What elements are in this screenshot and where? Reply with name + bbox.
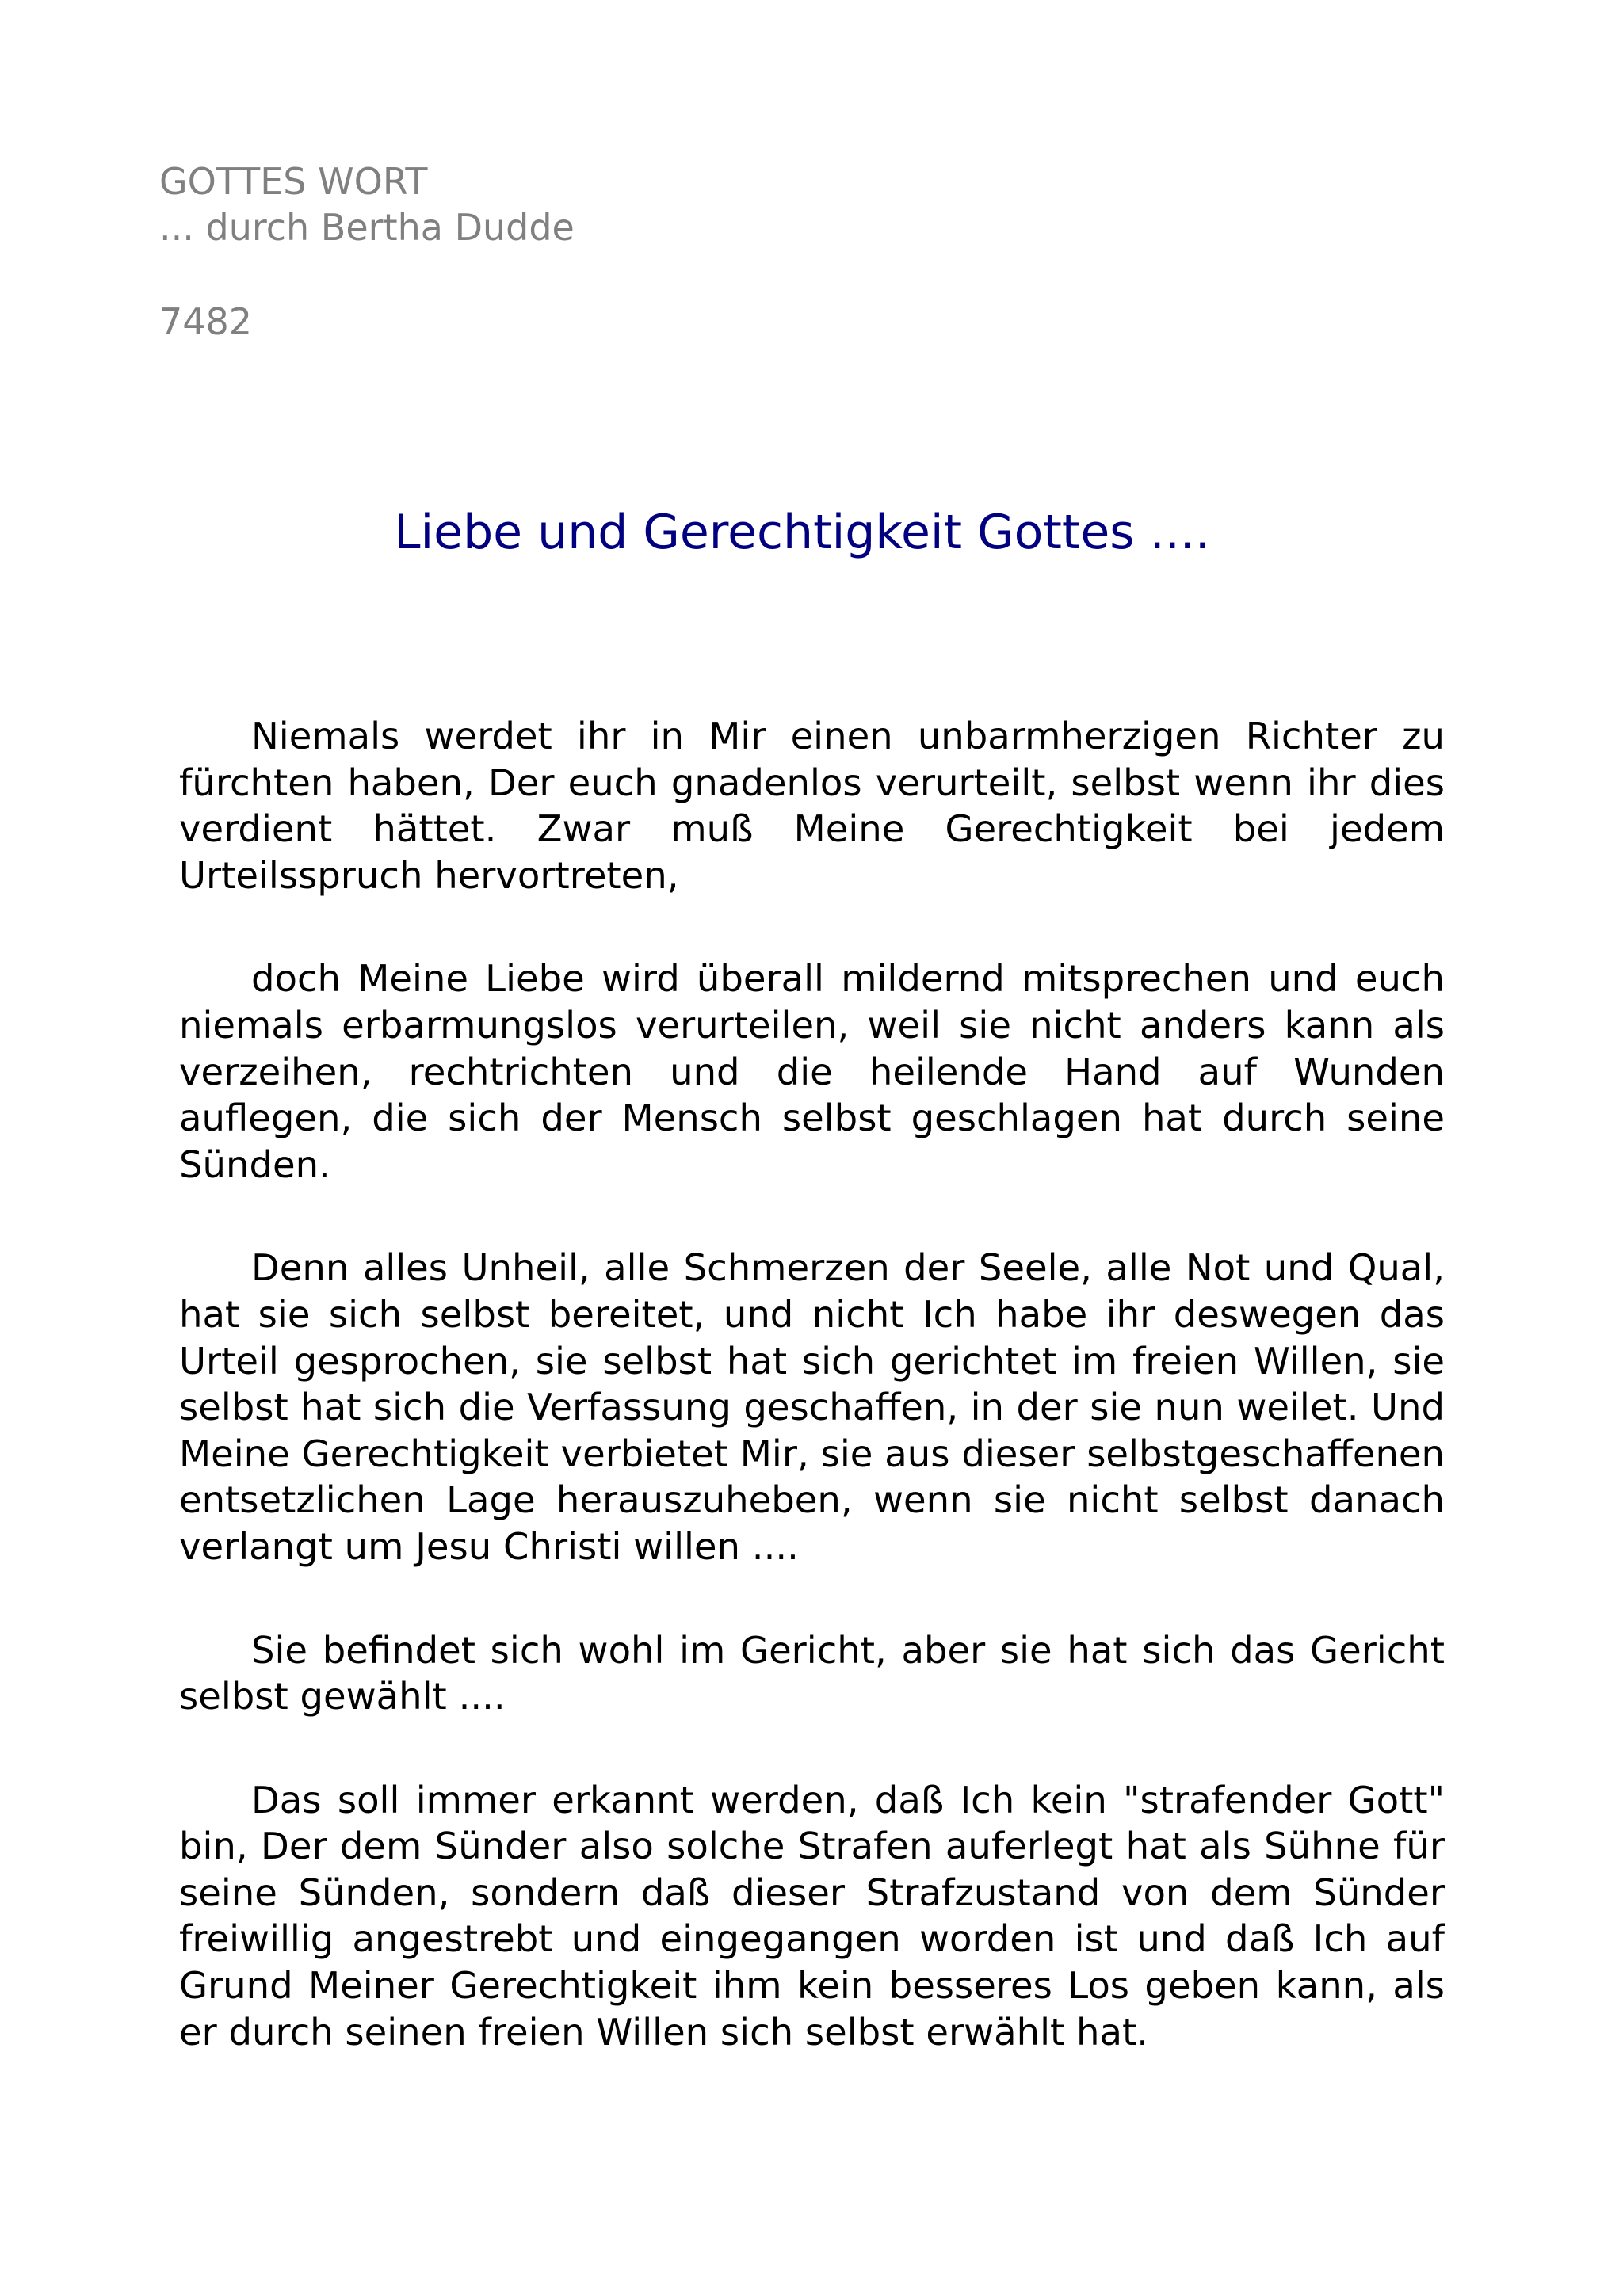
series-title: GOTTES WORT <box>159 160 428 203</box>
paragraph: Das soll immer erkannt werden, daß Ich kein "strafender Gott" bin, Der dem Sünder also solche Strafen auferlegt hat als Sühne für seine Sünden, sondern daß dieser Strafzustand von dem Sünder freiwillig angestrebt und eingegangen worden ist und daß Ich auf Grund Meiner Gerechtigkeit ihm kein besseres Los geben kann, als er durch seinen freien Willen sich selbst erwählt hat. <box>179 1778 1445 2054</box>
paragraph: Niemals werdet ihr in Mir einen unbarmherzigen Richter zu fürchten haben, Der euch gnadenlos verurteilt, selbst wenn ihr dies verdient hättet. Zwar muß Meine Gerechtigkeit bei jedem Urteilsspruch hervortreten, <box>179 715 1445 897</box>
page-title: Liebe und Gerechtigkeit Gottes .... <box>394 505 1210 560</box>
paragraph: doch Meine Liebe wird überall mildernd mitsprechen und euch niemals erbarmungslos verurteilen, weil sie nicht anders kann als verzeihen, rechtrichten und die heilende Hand auf Wunden auflegen, die sich der Mensch selbst geschlagen hat durch seine Sünden. <box>179 957 1445 1186</box>
paragraph: Sie befindet sich wohl im Gericht, aber sie hat sich das Gericht selbst gewählt .... <box>179 1628 1445 1718</box>
author-line: ... durch Bertha Dudde <box>159 206 575 249</box>
document-number: 7482 <box>159 300 253 343</box>
document-body <box>179 713 1445 2112</box>
paragraph: Denn alles Unheil, alle Schmerzen der Seele, alle Not und Qual, hat sie sich selbst bereitet, und nicht Ich habe ihr deswegen das Urteil gesprochen, sie selbst hat sich gerichtet im freien Willen, sie selbst hat sich die Verfassung geschaffen, in der sie nun weilet. Und Meine Gerechtigkeit verbietet Mir, sie aus dieser selbstgeschaffenen entsetzlichen Lage herauszuheben, wenn sie nicht selbst danach verlangt um Jesu Christi willen .... <box>179 1246 1445 1568</box>
document-header <box>159 158 575 250</box>
